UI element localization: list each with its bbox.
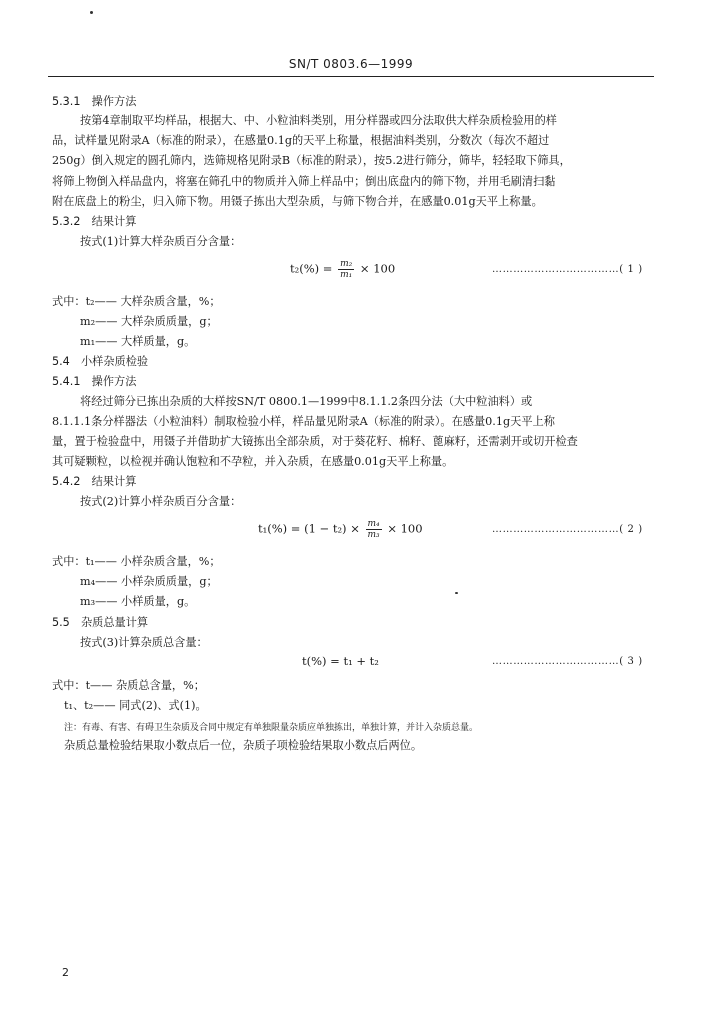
footnote: 注：有毒、有害、有碍卫生杂质及合同中规定有单独限量杂质应单独拣出，单独计算，并计入杂质总量。 xyxy=(64,723,479,733)
paragraph-line: 其可疑颗粒，以检视并确认饱粒和不孕粒，并入杂质，在感量0.01g天平上称量。 xyxy=(52,455,454,468)
fraction-numerator: m₄ xyxy=(367,519,380,529)
header-rule xyxy=(48,76,654,77)
section-5-3-2-heading: 5.3.2 结果计算 xyxy=(52,215,137,228)
variable-definition: t₁、t₂—— 同式(2)、式(1)。 xyxy=(64,699,207,712)
equation-number: ………………………………( 3 ) xyxy=(492,656,643,667)
section-5-5-heading: 5.5 杂质总量计算 xyxy=(52,616,149,629)
formula-intro: 按式(3)计算杂质总含量： xyxy=(80,636,208,649)
formula-3: t(%) = t₁ + t₂ xyxy=(302,654,379,668)
formula-intro: 按式(2)计算小样杂质百分含量： xyxy=(80,495,242,508)
paragraph-line: 将经过筛分已拣出杂质的大样按SN/T 0800.1—1999中8.1.1.2条四分法（大中粒油料）或 xyxy=(80,395,533,408)
page-number: 2 xyxy=(62,966,69,979)
final-paragraph: 杂质总量检验结果取小数点后一位，杂质子项检验结果取小数点后两位。 xyxy=(64,739,423,752)
paragraph-line: 250g）倒入规定的圆孔筛内，选筛规格见附录B（标准的附录），按5.2进行筛分，筛毕，轻轻取下筛具， xyxy=(52,154,571,167)
paragraph-line: 将筛上物倒入样品盘内，将塞在筛孔中的物质并入筛上样品中；倒出底盘内的筛下物，并用毛刷清扫黏 xyxy=(52,175,556,188)
paragraph-line: 品，试样量见附录A（标准的附录），在感量0.1g的天平上称量，根据油料类别，分数次（每次不超过 xyxy=(52,134,550,147)
formula-lhs: t₁(%) = (1 − t₂) × xyxy=(258,521,360,536)
formula-1 xyxy=(290,259,395,280)
variable-definition: m₂—— 大样杂质质量，g； xyxy=(80,315,218,328)
variable-definition: 式中：t₂—— 大样杂质含量，%； xyxy=(52,295,221,308)
paragraph-line: 量，置于检验盘中，用镊子并借助扩大镜拣出全部杂质，对于葵花籽、棉籽、蓖麻籽，还需剥开或切开检查 xyxy=(52,435,578,448)
section-5-3-1-heading: 5.3.1 操作方法 xyxy=(52,95,137,108)
standard-header: SN/T 0803.6—1999 xyxy=(288,57,414,71)
section-5-4-heading: 5.4 小样杂质检验 xyxy=(52,355,149,368)
variable-definition: m₁—— 大样质量，g。 xyxy=(80,335,196,348)
formula-lhs: t₂(%) = xyxy=(290,261,333,276)
scan-speck xyxy=(455,592,458,594)
equation-number: ………………………………( 2 ) xyxy=(492,524,643,535)
section-5-4-2-heading: 5.4.2 结果计算 xyxy=(52,475,137,488)
formula-rhs: × 100 xyxy=(387,521,423,536)
paragraph-line: 8.1.1.1条分样器法（小粒油料）制取检验小样，样品量见附录A（标准的附录）。在感量0.1g天平上称 xyxy=(52,415,555,428)
formula-rhs: × 100 xyxy=(359,261,396,276)
formula-2 xyxy=(258,519,423,540)
variable-definition: 式中：t₁—— 小样杂质含量，%； xyxy=(52,555,221,568)
paragraph-line: 附在底盘上的粉尘，归入筛下物。用镊子拣出大型杂质，与筛下物合并，在感量0.01g天平上称量。 xyxy=(52,195,543,208)
equation-number: ………………………………( 1 ) xyxy=(492,264,643,275)
variable-definition: m₃—— 小样质量，g。 xyxy=(80,595,196,608)
variable-definition: 式中：t—— 杂质总含量，%； xyxy=(52,679,205,692)
formula-fraction xyxy=(366,519,382,540)
fraction-denominator: m₃ xyxy=(367,530,380,540)
scan-speck xyxy=(90,11,93,14)
section-5-4-1-heading: 5.4.1 操作方法 xyxy=(52,375,137,388)
formula-fraction xyxy=(338,259,354,280)
fraction-numerator: m₂ xyxy=(340,259,353,269)
formula-intro: 按式(1)计算大样杂质百分含量： xyxy=(80,235,242,248)
fraction-denominator: m₁ xyxy=(340,270,353,280)
paragraph-line: 按第4章制取平均样品，根据大、中、小粒油料类别，用分样器或四分法取供大样杂质检验用的样 xyxy=(80,114,557,127)
variable-definition: m₄—— 小样杂质质量，g； xyxy=(80,575,218,588)
